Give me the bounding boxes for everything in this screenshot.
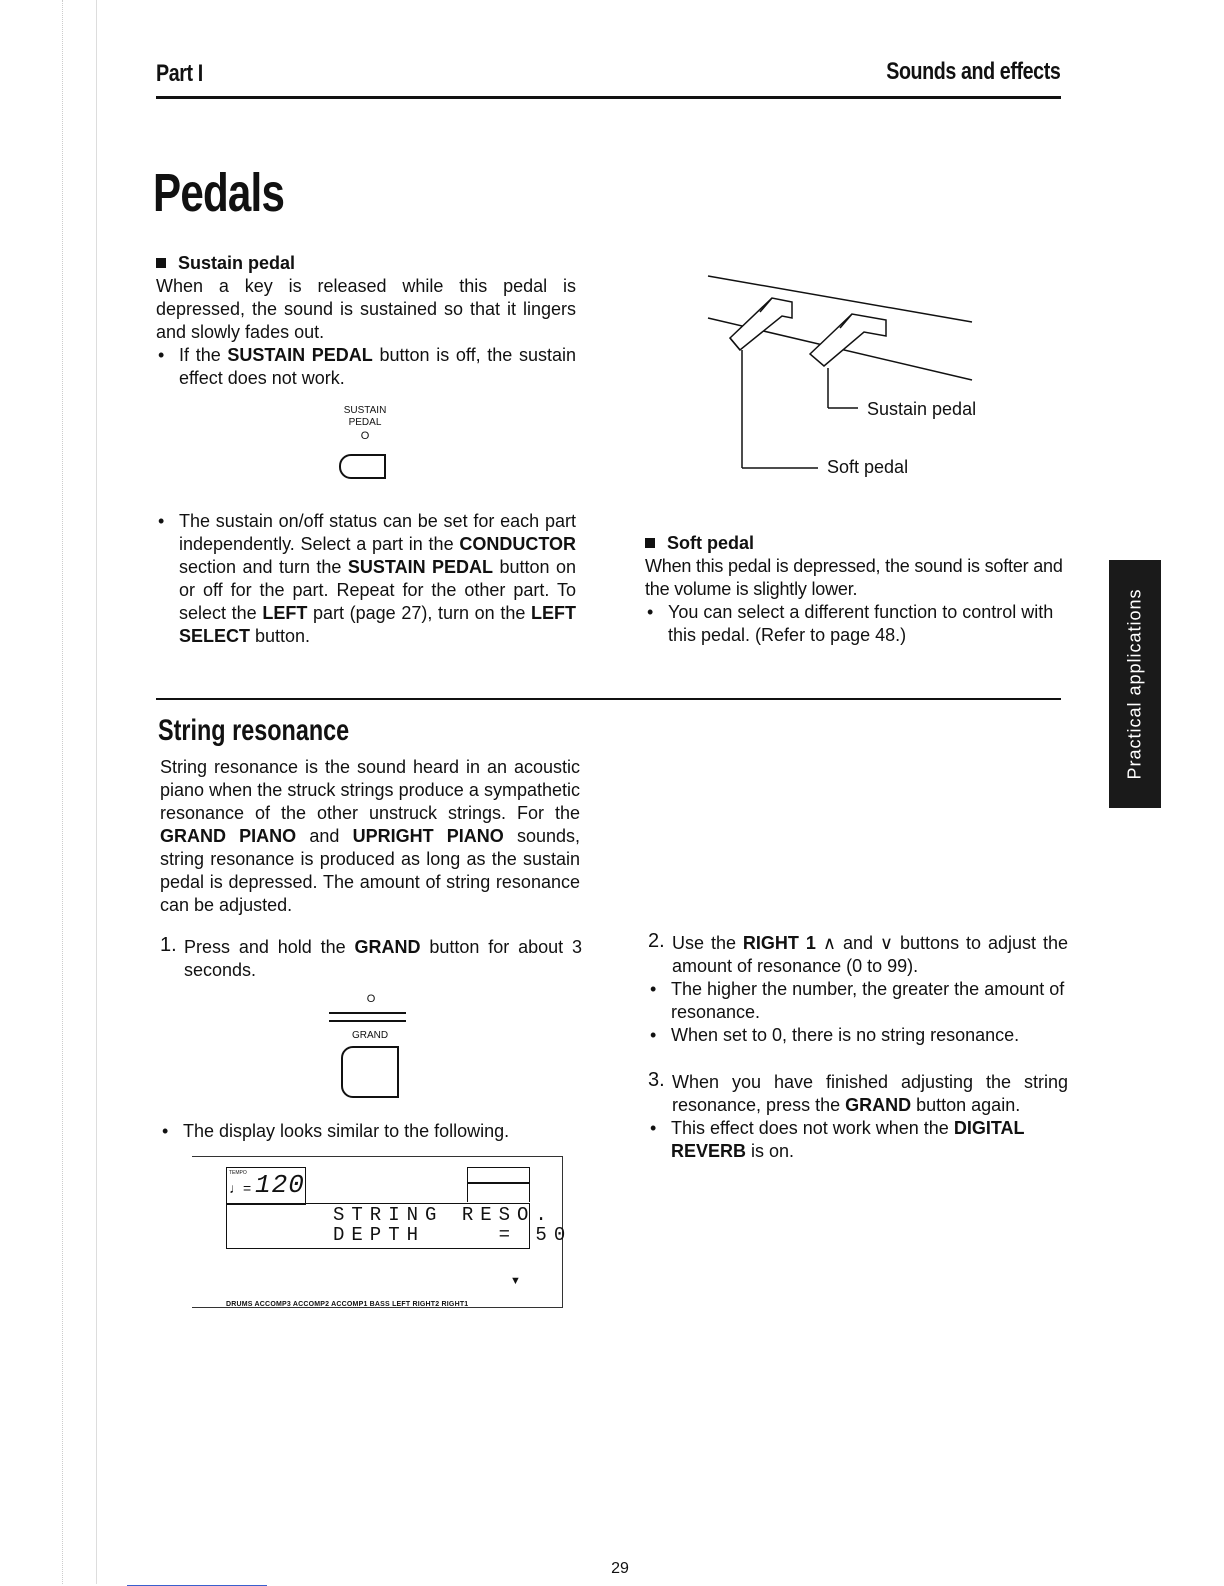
- text-bold: GRAND: [354, 937, 421, 957]
- para-text: [160, 756, 580, 917]
- step-1: [160, 936, 582, 982]
- step-text: [648, 932, 1068, 978]
- text: button is off, the sustain effect does not work.: [179, 345, 577, 388]
- pedal-diagram: [700, 268, 990, 488]
- lcd-tempo-label: TEMPO: [229, 1170, 247, 1176]
- text: Press and hold the: [184, 937, 355, 957]
- side-tab-label: Practical applications: [1124, 588, 1145, 780]
- lcd-corner-divider: [468, 1182, 529, 1184]
- lcd-display: [192, 1156, 573, 1308]
- text: This effect does not work when the: [671, 1118, 954, 1138]
- lcd-text-box: [226, 1203, 573, 1249]
- square-bullet-icon: [156, 258, 166, 268]
- sustain-para: When a key is released while this pedal is depressed, the sound is sustained so that it lingers and slowly fades out.: [156, 276, 576, 342]
- text: When you have finished adjusting the string resonance, press the: [672, 1072, 1068, 1115]
- lcd-line-1: STRING RESO.: [333, 1204, 554, 1226]
- step-3-bullet: [648, 1117, 1068, 1163]
- lcd-arrow: ▼: [510, 1275, 521, 1287]
- label-line: PEDAL: [348, 417, 382, 428]
- text-bold: LEFT: [262, 603, 308, 623]
- text: The sustain on/off status can be set for each part independently. Select a part in the: [179, 511, 576, 554]
- soft-heading: [645, 532, 1065, 555]
- display-bullet: [160, 1120, 582, 1143]
- grand-label: GRAND: [351, 1030, 389, 1041]
- text: section and turn the: [179, 557, 348, 577]
- header-part: Part I: [156, 60, 203, 87]
- grand-button[interactable]: [341, 1046, 399, 1098]
- soft-section: [645, 532, 1065, 647]
- text: button again.: [911, 1095, 1021, 1115]
- page-edge: [62, 0, 63, 1584]
- text: and: [296, 826, 353, 846]
- diagram-soft-label: Soft pedal: [827, 457, 909, 477]
- page-title: Pedals: [153, 163, 285, 223]
- lcd-corner-box: [467, 1167, 530, 1202]
- text: Use the: [672, 933, 743, 953]
- string-resonance-heading: String resonance: [158, 714, 350, 747]
- grand-rule-1: [329, 1012, 406, 1014]
- step-3: [648, 1071, 1068, 1163]
- lcd-tempo-note: ♩=: [229, 1180, 252, 1196]
- sustain-button-label: [320, 405, 410, 442]
- lcd-tempo-value: 120: [255, 1170, 305, 1200]
- section-divider: [156, 698, 1061, 700]
- string-resonance-para: [160, 756, 580, 917]
- label-line: SUSTAIN: [343, 405, 387, 416]
- bullet-text: • The display looks similar to the following.: [160, 1120, 582, 1143]
- header-section: Sounds and effects: [885, 58, 1060, 85]
- step-number: 3.: [648, 1069, 665, 1091]
- text-bold: SUSTAIN PEDAL: [227, 345, 373, 365]
- step-2: [648, 932, 1068, 1047]
- soft-bullet: • You can select a different function to control with this pedal. (Refer to page 48.): [645, 601, 1065, 647]
- text: ∧ and ∨ buttons to adjust the amount of resonance (0 to 99).: [672, 933, 1068, 976]
- diagram-sustain-label: Sustain pedal: [867, 399, 977, 419]
- sustain-bullet-1: [156, 344, 576, 390]
- text: button on or off for the part. Repeat for the other part. To select the: [179, 557, 576, 623]
- text: button.: [250, 626, 311, 646]
- text-bold: RIGHT 1: [742, 933, 816, 953]
- step-number: 2.: [648, 930, 665, 952]
- bullet-text: [156, 510, 576, 648]
- step-2-bullet-1: • The higher the number, the greater the amount of resonance.: [648, 978, 1068, 1024]
- text: sounds, string resonance is produced as long as the sustain pedal is depressed. The amount of string resonance can be adjusted.: [160, 826, 580, 915]
- text-bold: GRAND PIANO: [160, 826, 297, 846]
- grand-indicator: O: [366, 993, 376, 1005]
- text: If the: [179, 345, 228, 365]
- side-tab: [1109, 560, 1161, 808]
- soft-para: When this pedal is depressed, the sound is softer and the volume is slightly lower.: [645, 556, 1063, 599]
- sustain-heading: [156, 252, 576, 275]
- text: button for about 3 seconds.: [184, 937, 582, 980]
- text-bold: SUSTAIN PEDAL: [347, 557, 494, 577]
- text-bold: UPRIGHT PIANO: [352, 826, 504, 846]
- header-rule: [156, 96, 1061, 99]
- step-text: [160, 936, 582, 982]
- grand-rule-2: [329, 1020, 406, 1022]
- text-bold: GRAND: [845, 1095, 912, 1115]
- soft-heading-text: Soft pedal: [667, 533, 755, 553]
- text-bold: CONDUCTOR: [459, 534, 576, 554]
- text: String resonance is the sound heard in an acoustic piano when the struck strings produce a sympathetic resonance of the other unstruck strings. For the: [160, 757, 580, 823]
- lcd-parts-row: DRUMS ACCOMP3 ACCOMP2 ACCOMP1 BASS LEFT RIGHT2 RIGHT1: [226, 1301, 469, 1308]
- square-bullet-icon: [645, 538, 655, 548]
- sustain-bullet-2: [156, 510, 576, 648]
- sustain-heading-text: Sustain pedal: [178, 253, 296, 273]
- sustain-section: [156, 252, 576, 390]
- indicator-led: O: [360, 430, 370, 442]
- page-number: 29: [611, 1560, 629, 1577]
- step-text: [648, 1071, 1068, 1117]
- sustain-pedal-button[interactable]: [339, 454, 386, 479]
- lcd-tempo-box: [226, 1167, 306, 1205]
- lcd-line-2: DEPTH = 50: [333, 1224, 573, 1246]
- text-bold: LEFT SELECT: [179, 603, 577, 646]
- page-edge-rule: [96, 0, 97, 1584]
- text-bold: DIGITAL REVERB: [671, 1118, 1025, 1161]
- text: part (page 27), turn on the: [307, 603, 532, 623]
- step-number: 1.: [160, 934, 177, 956]
- step-2-bullet-2: • When set to 0, there is no string resonance.: [648, 1024, 1068, 1047]
- text: is on.: [746, 1141, 795, 1161]
